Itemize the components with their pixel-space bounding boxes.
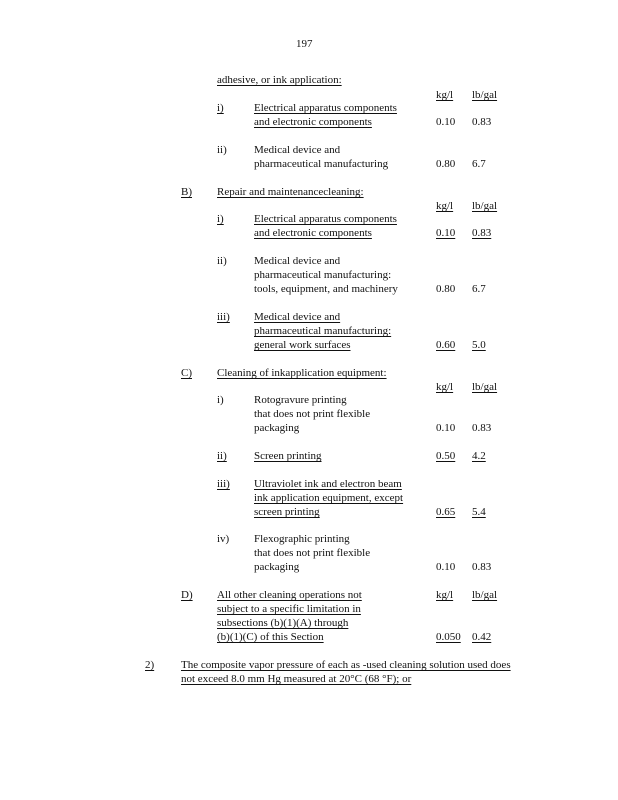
unit-lb-label: lb/gal <box>472 200 498 212</box>
item-text-line: Electrical apparatus components <box>254 213 397 225</box>
value-lb: 0.83 <box>472 561 492 573</box>
paragraph-label: 2) <box>145 659 155 671</box>
value-lb: 6.7 <box>472 283 486 295</box>
item-text-line: packaging <box>254 422 300 434</box>
value-kg: 0.10 <box>436 227 456 239</box>
item-text-line: general work surfaces <box>254 339 351 351</box>
item-text-line: Medical device and <box>254 311 341 323</box>
item-text-line: Rotogravure printing <box>254 394 347 406</box>
unit-lb-label: lb/gal <box>472 589 498 601</box>
page-number: 197 <box>296 38 313 50</box>
value-lb: 6.7 <box>472 158 486 170</box>
value-lb: 0.42 <box>472 631 492 643</box>
paragraph-line: The composite vapor pressure of each as -used cleaning solution used does <box>181 659 511 671</box>
item-label: iii) <box>217 478 230 490</box>
value-lb: 0.83 <box>472 422 492 434</box>
unit-kg-label: kg/l <box>436 381 454 393</box>
item-text-line: Screen printing <box>254 450 322 462</box>
section-label: D) <box>181 589 193 601</box>
item-text-line: that does not print flexible <box>254 547 371 559</box>
value-lb: 4.2 <box>472 450 486 462</box>
item-label: i) <box>217 213 224 225</box>
item-text-line: Medical device and <box>254 255 341 267</box>
unit-kg-label: kg/l <box>436 589 454 601</box>
item-label: ii) <box>217 450 227 462</box>
section-title: Cleaning of inkapplication equipment: <box>217 367 387 379</box>
item-text-line: pharmaceutical manufacturing <box>254 158 389 170</box>
item-text-line: pharmaceutical manufacturing: <box>254 325 392 337</box>
value-lb: 5.4 <box>472 506 486 518</box>
item-text-line: screen printing <box>254 506 320 518</box>
item-text-line: and electronic components <box>254 227 372 239</box>
value-kg: 0.10 <box>436 116 456 128</box>
item-label: iv) <box>217 533 230 545</box>
section-text-line: subject to a specific limitation in <box>217 603 361 615</box>
intro-heading: adhesive, or ink application: <box>217 74 342 86</box>
item-label: ii) <box>217 144 227 156</box>
item-text-line: that does not print flexible <box>254 408 371 420</box>
item-text-line: Medical device and <box>254 144 341 156</box>
value-lb: 0.83 <box>472 227 492 239</box>
value-kg: 0.10 <box>436 422 456 434</box>
item-text-line: packaging <box>254 561 300 573</box>
item-label: ii) <box>217 255 227 267</box>
item-text-line: tools, equipment, and machinery <box>254 283 398 295</box>
value-kg: 0.80 <box>436 283 456 295</box>
unit-kg-label: kg/l <box>436 200 454 212</box>
item-text-line: Electrical apparatus components <box>254 102 397 114</box>
item-text-line: ink application equipment, except <box>254 492 404 504</box>
unit-lb-label: lb/gal <box>472 381 498 393</box>
item-text-line: and electronic components <box>254 116 372 128</box>
value-kg: 0.050 <box>436 631 461 643</box>
item-label: i) <box>217 394 224 406</box>
section-text-line: subsections (b)(1)(A) through <box>217 617 349 629</box>
value-kg: 0.65 <box>436 506 456 518</box>
section-label: B) <box>181 186 192 198</box>
unit-lb-label: lb/gal <box>472 89 498 101</box>
value-lb: 5.0 <box>472 339 486 351</box>
value-kg: 0.50 <box>436 450 456 462</box>
section-text-line: (b)(1)(C) of this Section <box>217 631 324 643</box>
item-text-line: Ultraviolet ink and electron beam <box>254 478 402 490</box>
item-label: i) <box>217 102 224 114</box>
value-kg: 0.80 <box>436 158 456 170</box>
value-kg: 0.60 <box>436 339 456 351</box>
section-text-line: All other cleaning operations not <box>217 589 362 601</box>
item-text-line: pharmaceutical manufacturing: <box>254 269 392 281</box>
item-label: iii) <box>217 311 230 323</box>
unit-kg-label: kg/l <box>436 89 454 101</box>
item-text-line: Flexographic printing <box>254 533 350 545</box>
section-title: Repair and maintenancecleaning: <box>217 186 364 198</box>
paragraph-line: not exceed 8.0 mm Hg measured at 20°C (68 °F); or <box>181 673 412 685</box>
section-label: C) <box>181 367 192 379</box>
value-lb: 0.83 <box>472 116 492 128</box>
value-kg: 0.10 <box>436 561 456 573</box>
